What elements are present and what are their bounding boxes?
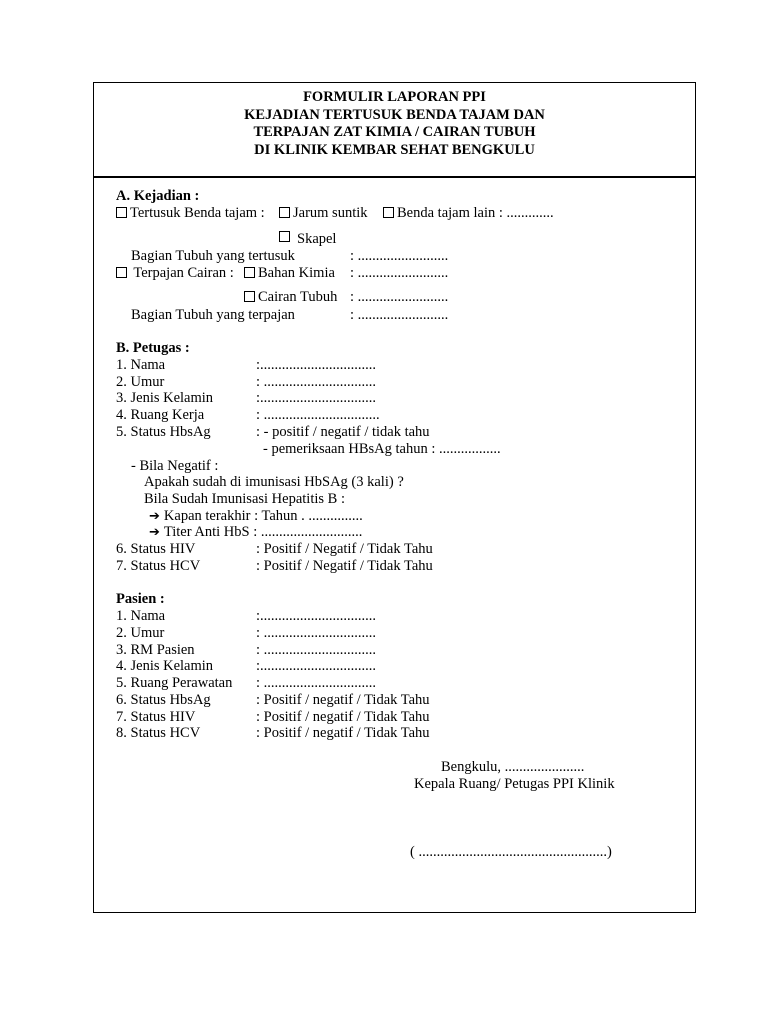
petugas-hcv-label: 7. Status HCV	[116, 558, 201, 574]
pasien-field-label: 3. RM Pasien	[116, 642, 195, 658]
bahan-kimia-value: : .........................	[350, 265, 449, 281]
pasien-field-value: :................................	[256, 658, 377, 674]
jarum-option	[279, 205, 368, 222]
arrow-right-icon: ➔	[149, 525, 160, 540]
checkbox-icon[interactable]	[116, 207, 127, 218]
pasien-field-value: : Positif / negatif / Tidak Tahu	[256, 709, 430, 725]
pasien-field-value: : Positif / negatif / Tidak Tahu	[256, 692, 430, 708]
petugas-field-label: 5. Status HbsAg	[116, 424, 211, 440]
pemeriksaan-line: - pemeriksaan HBsAg tahun : .................	[263, 441, 501, 457]
pasien-field-value: : ...............................	[256, 625, 377, 641]
title-line-3: TERPAJAN ZAT KIMIA / CAIRAN TUBUH	[253, 124, 536, 140]
titer-text: Titer Anti HbS : ............................	[163, 524, 363, 540]
bagian-tertusuk-label: Bagian Tubuh yang tertusuk	[131, 248, 295, 264]
pasien-field-value: : ...............................	[256, 675, 377, 691]
benda-lain-option	[383, 205, 554, 222]
bahan-kimia-label: Bahan Kimia	[258, 265, 335, 281]
pasien-field-label: 8. Status HCV	[116, 725, 201, 741]
pasien-field-value: : ...............................	[256, 642, 377, 658]
signer-role: Kepala Ruang/ Petugas PPI Klinik	[414, 776, 615, 792]
kejadian-heading: A. Kejadian :	[116, 188, 200, 204]
benda-lain-label: Benda tajam lain : .............	[397, 205, 554, 221]
bila-negatif-line: - Bila Negatif :	[131, 458, 219, 474]
pasien-field-label: 1. Nama	[116, 608, 166, 624]
pasien-field-value: : Positif / negatif / Tidak Tahu	[256, 725, 430, 741]
petugas-hiv-value: : Positif / Negatif / Tidak Tahu	[256, 541, 433, 557]
pasien-field-label: 4. Jenis Kelamin	[116, 658, 214, 674]
apakah-line: Apakah sudah di imunisasi HbSAg (3 kali) ?	[144, 474, 404, 490]
petugas-field-label: 4. Ruang Kerja	[116, 407, 205, 423]
signature-name-line: ( ....................................................)	[410, 844, 612, 860]
pasien-field-label: 5. Ruang Perawatan	[116, 675, 233, 691]
pasien-heading: Pasien :	[116, 591, 165, 607]
cairan-tubuh-option	[244, 289, 337, 306]
bahan-kimia-option	[244, 265, 335, 282]
petugas-field-label: 1. Nama	[116, 357, 166, 373]
pasien-field-label: 7. Status HIV	[116, 709, 196, 725]
petugas-field-label: 3. Jenis Kelamin	[116, 390, 214, 406]
petugas-hiv-label: 6. Status HIV	[116, 541, 196, 557]
tertusuk-label: Tertusuk Benda tajam :	[130, 205, 265, 221]
petugas-field-value: : - positif / negatif / tidak tahu	[256, 424, 430, 440]
pasien-field-label: 6. Status HbsAg	[116, 692, 211, 708]
title-line-4: DI KLINIK KEMBAR SEHAT BENGKULU	[254, 141, 535, 158]
tertusuk-row	[116, 205, 265, 222]
skapel-checkbox-wrap	[279, 229, 293, 246]
pasien-field-value: :................................	[256, 608, 377, 624]
terpajan-label: Terpajan Cairan :	[133, 265, 234, 281]
petugas-hcv-value: : Positif / Negatif / Tidak Tahu	[256, 558, 433, 574]
checkbox-icon[interactable]	[244, 267, 255, 278]
petugas-heading: B. Petugas :	[116, 340, 190, 356]
petugas-field-label: 2. Umur	[116, 374, 165, 390]
form-title	[94, 89, 695, 159]
titer-row	[149, 524, 362, 541]
checkbox-icon[interactable]	[279, 207, 290, 218]
checkbox-icon[interactable]	[244, 291, 255, 302]
cairan-tubuh-value: : .........................	[350, 289, 449, 305]
checkbox-icon[interactable]	[383, 207, 394, 218]
bila-sudah-line: Bila Sudah Imunisasi Hepatitis B :	[144, 491, 345, 507]
petugas-field-value: :................................	[256, 357, 377, 373]
title-divider	[94, 176, 695, 178]
checkbox-icon[interactable]	[116, 267, 127, 278]
bagian-terpajan-value: : .........................	[350, 307, 449, 323]
place-date: Bengkulu, ......................	[441, 759, 585, 775]
arrow-right-icon: ➔	[149, 509, 160, 524]
bagian-tertusuk-value: : .........................	[350, 248, 449, 264]
title-line-2: KEJADIAN TERTUSUK BENDA TAJAM DAN	[244, 106, 545, 123]
kapan-row	[149, 508, 363, 525]
petugas-field-value: : ...............................	[256, 374, 377, 390]
kapan-text: Kapan terakhir : Tahun . ...............	[163, 508, 363, 524]
petugas-field-value: : ................................	[256, 407, 380, 423]
jarum-label: Jarum suntik	[293, 205, 368, 221]
terpajan-row	[116, 265, 234, 282]
bagian-terpajan-label: Bagian Tubuh yang terpajan	[131, 307, 295, 323]
checkbox-icon[interactable]	[279, 231, 290, 242]
pasien-field-label: 2. Umur	[116, 625, 165, 641]
title-line-1: FORMULIR LAPORAN PPI	[303, 89, 486, 105]
cairan-tubuh-label: Cairan Tubuh	[258, 289, 338, 305]
petugas-field-value: :................................	[256, 390, 377, 406]
skapel-label: Skapel	[297, 231, 337, 247]
